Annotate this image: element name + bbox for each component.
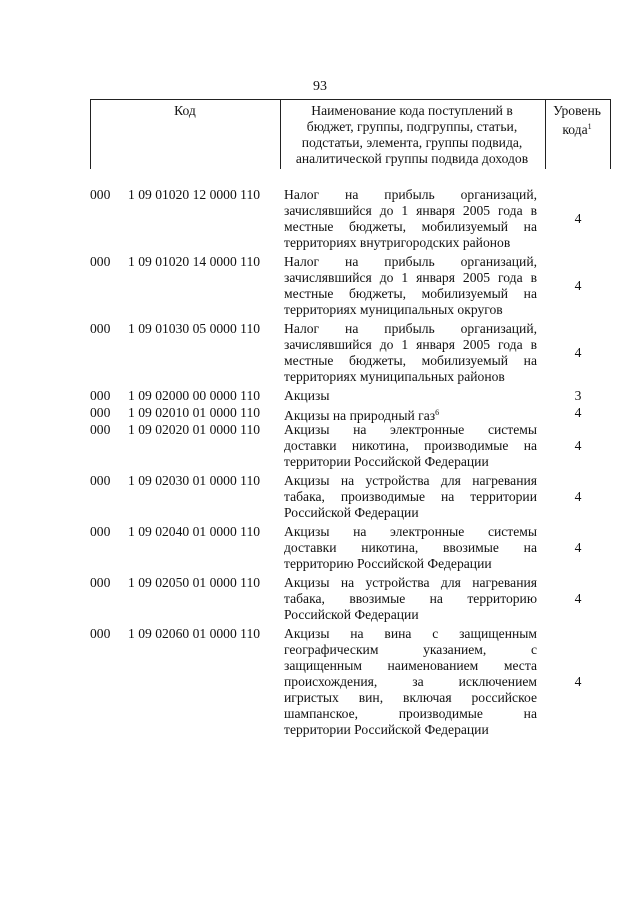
revenue-name	[284, 575, 537, 623]
revenue-name-line: территориях муниципальных районов	[284, 369, 505, 384]
budget-code: 1 09 02000 00 0000 110	[128, 388, 261, 403]
revenue-name-line: зачислявшийся до 1 января 2005 года в	[284, 337, 537, 352]
header-name-line: подстатьи, элемента, группы подвида,	[301, 135, 523, 150]
revenue-name	[284, 473, 537, 521]
revenue-name-line: Российской Федерации	[284, 607, 419, 622]
code-level: 4	[574, 211, 582, 226]
revenue-name-line: зачислявшийся до 1 января 2005 года в	[284, 270, 537, 285]
header-level-line	[546, 119, 608, 138]
admin-code: 000	[90, 626, 111, 641]
table-row	[0, 405, 640, 421]
code-level: 4	[574, 405, 582, 420]
table-row	[0, 321, 640, 385]
revenue-name	[284, 187, 537, 251]
budget-code: 1 09 02050 01 0000 110	[128, 575, 261, 590]
revenue-name-line: территориях муниципальных округов	[284, 302, 503, 317]
revenue-name-line: местные бюджеты, мобилизуемый на	[284, 286, 537, 301]
budget-code: 1 09 01020 14 0000 110	[128, 254, 261, 269]
admin-code: 000	[90, 388, 111, 403]
revenue-name-line: Налог на прибыль организаций,	[284, 187, 537, 202]
code-level: 4	[574, 489, 582, 504]
revenue-name-line: зачислявшийся до 1 января 2005 года в	[284, 203, 537, 218]
revenue-name-line: Акцизы на природный газ$^6$	[284, 408, 440, 423]
revenue-name-line: Налог на прибыль организаций,	[284, 321, 537, 336]
revenue-name-line: Налог на прибыль организаций,	[284, 254, 537, 269]
table-row	[0, 422, 640, 470]
footnote-marker: 6	[435, 408, 440, 417]
revenue-name-line: территории Российской Федерации	[284, 722, 489, 737]
header-name	[281, 103, 543, 167]
revenue-name-line: Акцизы на электронные системы	[284, 524, 537, 539]
revenue-name-line: игристых вин, включая российское	[284, 690, 537, 705]
revenue-name	[284, 321, 537, 385]
revenue-name	[284, 254, 537, 318]
admin-code: 000	[90, 524, 111, 539]
revenue-name-line: территорию Российской Федерации	[284, 556, 492, 571]
admin-code: 000	[90, 422, 111, 437]
admin-code: 000	[90, 405, 111, 420]
code-level: 4	[574, 438, 582, 453]
table-row	[0, 524, 640, 572]
revenue-name-line: местные бюджеты, мобилизуемый на	[284, 219, 537, 234]
revenue-name	[284, 422, 537, 470]
revenue-name-line: Акцизы на устройства для нагревания	[284, 473, 537, 488]
budget-code: 1 09 02020 01 0000 110	[128, 422, 261, 437]
code-level: 4	[574, 278, 582, 293]
revenue-name-line: шампанское, производимые на	[284, 706, 537, 721]
revenue-name-line: Акцизы	[284, 388, 330, 403]
revenue-name-line: географическим указанием, с	[284, 642, 537, 657]
revenue-name	[284, 405, 537, 421]
revenue-name-line: происхождения, за исключением	[284, 674, 537, 689]
header-level	[546, 103, 608, 138]
header-top-rule	[90, 99, 610, 100]
revenue-name	[284, 626, 537, 738]
table-row	[0, 473, 640, 521]
admin-code: 000	[90, 321, 111, 336]
admin-code: 000	[90, 473, 111, 488]
revenue-name-line: доставки никотина, ввозимые на	[284, 540, 537, 555]
revenue-name-line: Акцизы на электронные системы	[284, 422, 537, 437]
header-level-word: кода	[562, 122, 588, 137]
revenue-name-line: защищенным наименованием места	[284, 658, 537, 673]
budget-code: 1 09 02060 01 0000 110	[128, 626, 261, 641]
admin-code: 000	[90, 187, 111, 202]
budget-code: 1 09 01020 12 0000 110	[128, 187, 261, 202]
table-row	[0, 575, 640, 623]
budget-code: 1 09 01030 05 0000 110	[128, 321, 261, 336]
revenue-name-line: табака, ввозимые на территорию	[284, 591, 537, 606]
budget-code: 1 09 02040 01 0000 110	[128, 524, 261, 539]
revenue-name-line: Российской Федерации	[284, 505, 419, 520]
revenue-name	[284, 524, 537, 572]
revenue-name-line: территории Российской Федерации	[284, 454, 489, 469]
revenue-name-line: Акцизы на вина с защищенным	[284, 626, 537, 641]
header-level-footnote: 1	[587, 122, 592, 131]
header-level-line: Уровень	[553, 103, 601, 118]
admin-code: 000	[90, 575, 111, 590]
table-row	[0, 254, 640, 318]
revenue-name-line: местные бюджеты, мобилизуемый на	[284, 353, 537, 368]
code-level: 4	[574, 540, 582, 555]
revenue-name-line: табака, производимые на территории	[284, 489, 537, 504]
header-name-line: аналитической группы подвида доходов	[295, 151, 529, 166]
page-number: 93	[313, 79, 327, 94]
revenue-name-line: территориях внутригородских районов	[284, 235, 511, 250]
table-row	[0, 626, 640, 738]
header-divider-right	[610, 99, 611, 169]
revenue-name-line: Акцизы на устройства для нагревания	[284, 575, 537, 590]
table-row	[0, 388, 640, 404]
code-level: 4	[574, 345, 582, 360]
code-level: 4	[574, 674, 582, 689]
code-level: 3	[574, 388, 582, 403]
revenue-name-line: доставки никотина, производимые на	[284, 438, 537, 453]
header-name-line: Наименование кода поступлений в	[311, 103, 513, 118]
header-divider-left	[90, 99, 91, 169]
admin-code: 000	[90, 254, 111, 269]
header-name-line: бюджет, группы, подгруппы, статьи,	[306, 119, 518, 134]
table-row	[0, 187, 640, 251]
header-code: Код	[174, 103, 196, 118]
budget-code: 1 09 02030 01 0000 110	[128, 473, 261, 488]
budget-code: 1 09 02010 01 0000 110	[128, 405, 261, 420]
revenue-name	[284, 388, 537, 404]
code-level: 4	[574, 591, 582, 606]
